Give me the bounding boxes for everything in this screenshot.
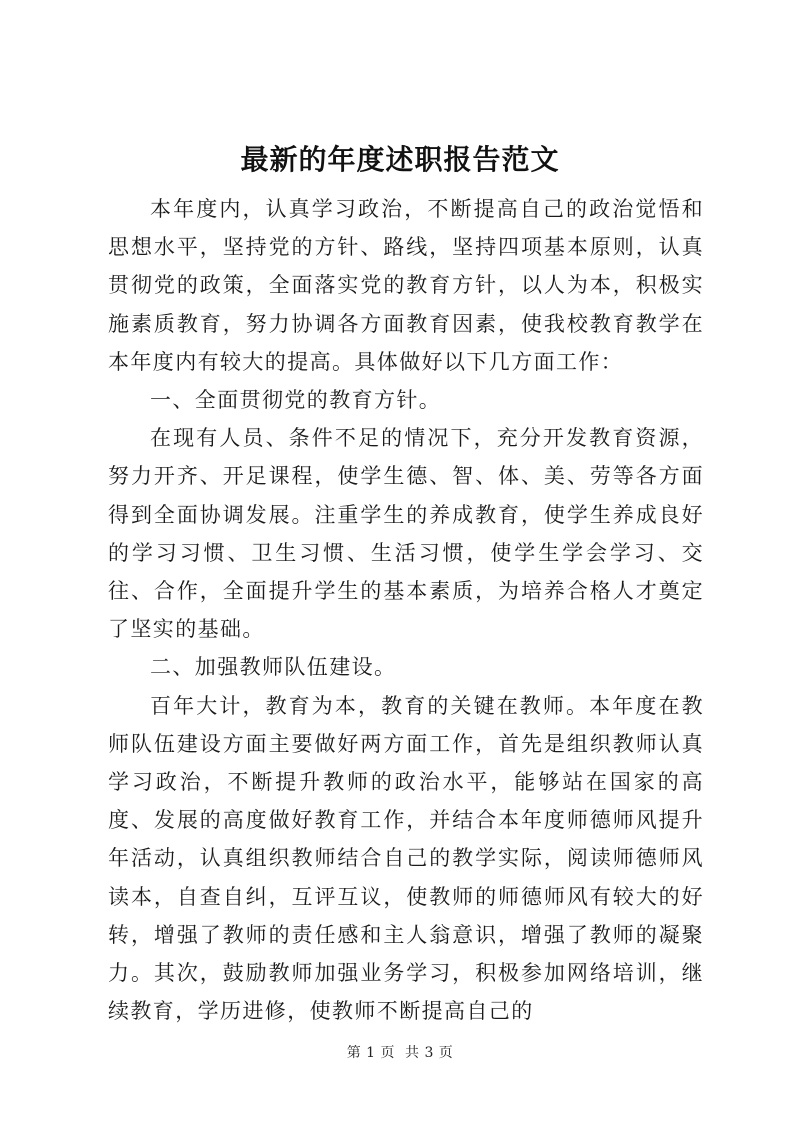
section-heading-2: 二、加强教师队伍建设。 <box>150 655 397 680</box>
paragraph-section-2: 百年大计，教育为本，教育的关键在教师。本年度在教师队伍建设方面主要做好两方面工作，首先是组织教师认真学习政治，不断提升教师的政治水平，能够站在国家的高度、发展的高度做好教育工作，并结合本年度师德师风提升年活动，认真组织教师结合自己的教学实际，阅读师德师风读本，自查自纠，互评互议，使教师的师德师风有较大的好转，增强了教师的责任感和主人翁意识，增强了教师的凝聚力。其次，鼓励教师加强业务学习，积极参加网络培训，继续教育，学历进修，使教师不断提高自己的 <box>108 693 704 1024</box>
document-body <box>108 190 704 1030</box>
document-title: 最新的年度述职报告范文 <box>240 143 560 176</box>
page-number: 第 1 页 <box>346 1045 395 1061</box>
paragraph-section-1: 在现有人员、条件不足的情况下，充分开发教育资源，努力开齐、开足课程，使学生德、智、体、美、劳等各方面得到全面协调发展。注重学生的养成教育，使学生养成良好的学习习惯、卫生习惯、生活习惯，使学生学会学习、交往、合作，全面提升学生的基本素质，为培养合格人才奠定了坚实的基础。 <box>108 426 704 642</box>
paragraph-intro: 本年度内，认真学习政治，不断提高自己的政治觉悟和思想水平，坚持党的方针、路线，坚持四项基本原则，认真贯彻党的政策，全面落实党的教育方针，以人为本，积极实施素质教育，努力协调各方面教育因素，使我校教育教学在本年度内有较大的提高。具体做好以下几方面工作： <box>108 197 704 374</box>
page-total: 共 3 页 <box>405 1045 454 1061</box>
section-heading-1: 一、全面贯彻党的教育方针。 <box>150 388 442 413</box>
page-footer <box>0 1043 800 1063</box>
